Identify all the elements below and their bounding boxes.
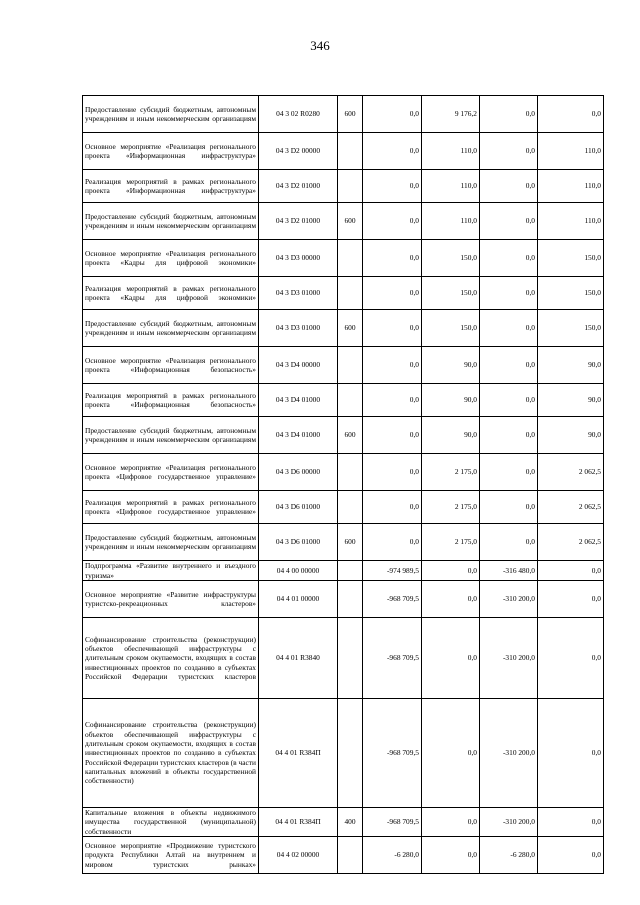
- row-code: 04 3 02 R0280: [259, 96, 338, 133]
- row-value-4: 150,0: [538, 310, 604, 347]
- row-value-4: 90,0: [538, 347, 604, 384]
- row-name: Реализация мероприятий в рамках регионального проекта «Информационная безопасность»: [83, 384, 259, 417]
- row-value-2: 150,0: [422, 240, 480, 277]
- row-value-2: 0,0: [422, 699, 480, 808]
- row-kvr: [338, 347, 363, 384]
- row-value-3: 0,0: [480, 170, 538, 203]
- row-name: Софинансирование строительства (реконструкции) объектов обеспечивающей инфраструктуры с длительным сроком окупаемости, входящих в состав инвестиционных проектов по созданию в субъектах Российской Федерации туристских кластеров (в части капитальных вложений в объекты государственной собственности): [83, 699, 259, 808]
- table-row: [83, 240, 604, 277]
- table-row: [83, 347, 604, 384]
- row-value-1: 0,0: [363, 96, 422, 133]
- row-value-4: 150,0: [538, 277, 604, 310]
- row-value-4: 2 062,5: [538, 524, 604, 561]
- row-value-3: 0,0: [480, 203, 538, 240]
- row-value-3: 0,0: [480, 347, 538, 384]
- row-value-3: -316 480,0: [480, 561, 538, 581]
- row-value-2: 2 175,0: [422, 524, 480, 561]
- row-value-3: -310 200,0: [480, 618, 538, 699]
- row-code: 04 3 D3 01000: [259, 310, 338, 347]
- row-value-2: 0,0: [422, 561, 480, 581]
- row-value-4: 0,0: [538, 836, 604, 873]
- row-value-1: 0,0: [363, 170, 422, 203]
- row-value-1: 0,0: [363, 203, 422, 240]
- row-value-1: -968 709,5: [363, 618, 422, 699]
- table-row: [83, 699, 604, 808]
- row-code: 04 4 01 R384П: [259, 699, 338, 808]
- row-code: 04 3 D4 01000: [259, 384, 338, 417]
- row-value-4: 0,0: [538, 618, 604, 699]
- row-kvr: [338, 454, 363, 491]
- row-kvr: 600: [338, 524, 363, 561]
- row-code: 04 3 D6 01000: [259, 491, 338, 524]
- table-row: [83, 417, 604, 454]
- row-value-2: 110,0: [422, 203, 480, 240]
- row-value-4: 0,0: [538, 561, 604, 581]
- row-value-1: 0,0: [363, 524, 422, 561]
- row-code: 04 4 01 R384П: [259, 808, 338, 837]
- row-code: 04 3 D6 01000: [259, 524, 338, 561]
- row-code: 04 4 00 00000: [259, 561, 338, 581]
- row-value-3: 0,0: [480, 240, 538, 277]
- row-value-3: 0,0: [480, 417, 538, 454]
- row-value-3: 0,0: [480, 133, 538, 170]
- row-value-2: 0,0: [422, 618, 480, 699]
- table-row: [83, 618, 604, 699]
- row-value-1: 0,0: [363, 384, 422, 417]
- row-code: 04 4 02 00000: [259, 836, 338, 873]
- row-value-3: 0,0: [480, 454, 538, 491]
- row-kvr: 600: [338, 310, 363, 347]
- row-value-2: 150,0: [422, 277, 480, 310]
- row-name: Основное мероприятие «Реализация регионального проекта «Информационная безопасность»: [83, 347, 259, 384]
- budget-table-body: [83, 96, 604, 874]
- page-number: 346: [310, 38, 330, 53]
- table-row: [83, 203, 604, 240]
- row-code: 04 4 01 R3840: [259, 618, 338, 699]
- row-value-2: 90,0: [422, 417, 480, 454]
- table-row: [83, 808, 604, 837]
- row-value-1: 0,0: [363, 491, 422, 524]
- table-row: [83, 277, 604, 310]
- row-value-1: 0,0: [363, 310, 422, 347]
- table-row: [83, 310, 604, 347]
- row-name: Подпрограмма «Развитие внутреннего и въездного туризма»: [83, 561, 259, 581]
- row-code: 04 3 D3 01000: [259, 277, 338, 310]
- row-value-2: 0,0: [422, 581, 480, 618]
- row-value-3: 0,0: [480, 384, 538, 417]
- row-code: 04 3 D3 00000: [259, 240, 338, 277]
- row-value-1: -968 709,5: [363, 581, 422, 618]
- row-value-3: 0,0: [480, 491, 538, 524]
- row-name: Предоставление субсидий бюджетным, автономным учреждениям и иным некоммерческим организациям: [83, 524, 259, 561]
- row-value-2: 2 175,0: [422, 454, 480, 491]
- row-name: Предоставление субсидий бюджетным, автономным учреждениям и иным некоммерческим организациям: [83, 417, 259, 454]
- row-kvr: [338, 699, 363, 808]
- row-value-2: 90,0: [422, 347, 480, 384]
- row-code: 04 3 D2 01000: [259, 170, 338, 203]
- table-row: [83, 836, 604, 873]
- table-row: [83, 133, 604, 170]
- row-value-1: 0,0: [363, 133, 422, 170]
- row-value-1: -974 989,5: [363, 561, 422, 581]
- row-value-4: 90,0: [538, 417, 604, 454]
- row-name: Капитальные вложения в объекты недвижимого имущества государственной (муниципальной) собственности: [83, 808, 259, 837]
- row-value-1: -968 709,5: [363, 808, 422, 837]
- row-value-2: 0,0: [422, 836, 480, 873]
- row-value-4: 150,0: [538, 240, 604, 277]
- row-value-2: 90,0: [422, 384, 480, 417]
- row-code: 04 3 D2 00000: [259, 133, 338, 170]
- row-name: Реализация мероприятий в рамках регионального проекта «Информационная инфраструктура»: [83, 170, 259, 203]
- row-kvr: [338, 618, 363, 699]
- row-value-4: 0,0: [538, 808, 604, 837]
- row-value-3: 0,0: [480, 310, 538, 347]
- row-kvr: [338, 836, 363, 873]
- row-kvr: [338, 170, 363, 203]
- row-value-3: -310 200,0: [480, 699, 538, 808]
- row-code: 04 4 01 00000: [259, 581, 338, 618]
- row-name: Реализация мероприятий в рамках регионального проекта «Кадры для цифровой экономики»: [83, 277, 259, 310]
- row-code: 04 3 D6 00000: [259, 454, 338, 491]
- row-name: Реализация мероприятий в рамках регионального проекта «Цифровое государственное управление»: [83, 491, 259, 524]
- row-name: Софинансирование строительства (реконструкции) объектов обеспечивающей инфраструктуры с длительным сроком окупаемости, входящих в состав инвестиционных проектов по созданию в субъектах Российской Федерации туристских кластеров: [83, 618, 259, 699]
- row-value-4: 0,0: [538, 96, 604, 133]
- table-row: [83, 384, 604, 417]
- row-value-4: 110,0: [538, 170, 604, 203]
- row-value-3: 0,0: [480, 277, 538, 310]
- row-value-3: -310 200,0: [480, 808, 538, 837]
- row-value-3: 0,0: [480, 524, 538, 561]
- table-row: [83, 581, 604, 618]
- row-name: Предоставление субсидий бюджетным, автономным учреждениям и иным некоммерческим организациям: [83, 203, 259, 240]
- row-name: Предоставление субсидий бюджетным, автономным учреждениям и иным некоммерческим организациям: [83, 96, 259, 133]
- row-value-2: 2 175,0: [422, 491, 480, 524]
- row-value-2: 110,0: [422, 170, 480, 203]
- row-value-4: 0,0: [538, 699, 604, 808]
- row-kvr: [338, 491, 363, 524]
- table-row: [83, 170, 604, 203]
- row-kvr: 400: [338, 808, 363, 837]
- budget-table: [82, 95, 604, 874]
- row-kvr: [338, 133, 363, 170]
- row-value-1: 0,0: [363, 417, 422, 454]
- row-value-3: -310 200,0: [480, 581, 538, 618]
- row-code: 04 3 D4 00000: [259, 347, 338, 384]
- row-code: 04 3 D2 01000: [259, 203, 338, 240]
- row-value-4: 2 062,5: [538, 454, 604, 491]
- row-kvr: 600: [338, 417, 363, 454]
- row-value-1: 0,0: [363, 240, 422, 277]
- row-name: Предоставление субсидий бюджетным, автономным учреждениям и иным некоммерческим организациям: [83, 310, 259, 347]
- table-row: [83, 561, 604, 581]
- row-kvr: [338, 384, 363, 417]
- table-row: [83, 454, 604, 491]
- row-value-1: 0,0: [363, 277, 422, 310]
- row-value-3: 0,0: [480, 96, 538, 133]
- row-kvr: [338, 240, 363, 277]
- row-kvr: [338, 561, 363, 581]
- row-name: Основное мероприятие «Реализация регионального проекта «Цифровое государственное управление»: [83, 454, 259, 491]
- row-kvr: 600: [338, 96, 363, 133]
- row-value-4: 90,0: [538, 384, 604, 417]
- row-value-4: 0,0: [538, 581, 604, 618]
- row-value-4: 2 062,5: [538, 491, 604, 524]
- row-value-2: 110,0: [422, 133, 480, 170]
- row-value-2: 9 176,2: [422, 96, 480, 133]
- row-value-1: -968 709,5: [363, 699, 422, 808]
- row-value-1: 0,0: [363, 454, 422, 491]
- row-name: Основное мероприятие «Продвижение туристского продукта Республики Алтай на внутреннем и мировом туристских рынках»: [83, 836, 259, 873]
- row-kvr: [338, 277, 363, 310]
- row-value-4: 110,0: [538, 133, 604, 170]
- row-value-2: 150,0: [422, 310, 480, 347]
- row-value-2: 0,0: [422, 808, 480, 837]
- row-kvr: [338, 581, 363, 618]
- row-value-1: -6 280,0: [363, 836, 422, 873]
- row-value-4: 110,0: [538, 203, 604, 240]
- row-name: Основное мероприятие «Реализация регионального проекта «Информационная инфраструктура»: [83, 133, 259, 170]
- row-value-3: -6 280,0: [480, 836, 538, 873]
- table-row: [83, 491, 604, 524]
- row-code: 04 3 D4 01000: [259, 417, 338, 454]
- row-name: Основное мероприятие «Развитие инфраструктуры туристско-рекреационных кластеров»: [83, 581, 259, 618]
- row-kvr: 600: [338, 203, 363, 240]
- row-value-1: 0,0: [363, 347, 422, 384]
- table-row: [83, 96, 604, 133]
- row-name: Основное мероприятие «Реализация регионального проекта «Кадры для цифровой экономики»: [83, 240, 259, 277]
- table-row: [83, 524, 604, 561]
